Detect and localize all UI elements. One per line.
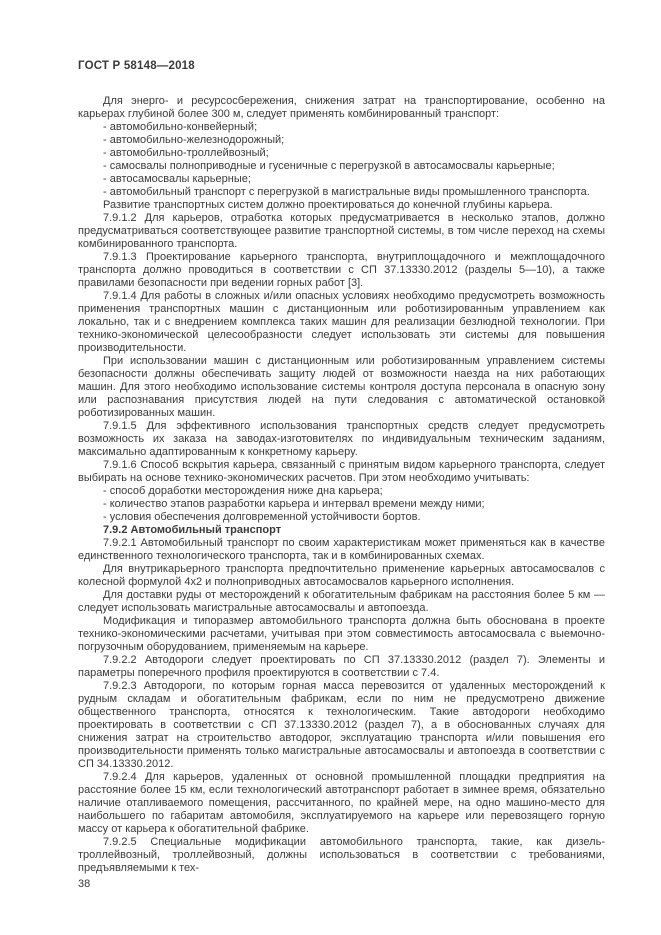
list-item: - количество этапов разработки карьера и интервал времени между ними; — [103, 498, 485, 510]
paragraph: 7.9.2.2 Автодороги следует проектировать по СП 37.13330.2012 (раздел 7). Элементы и параметры поперечного профиля проектируются в соответствии с 7.4. — [78, 654, 605, 679]
document-header-standard-number: ГОСТ Р 58148—2018 — [78, 60, 195, 72]
list-item: - автомобильно-железнодорожный; — [103, 134, 285, 146]
paragraph: Модификация и типоразмер автомобильного транспорта должна быть обоснована в проекте технико-экономическими расчетами, учитывая при этом совместимость автосамосвала с выемочно-погрузочным оборудованием, применяемым на карьере. — [78, 615, 605, 653]
list-item: - автосамосвалы карьерные; — [103, 173, 251, 185]
paragraph: 7.9.1.3 Проектирование карьерного транспорта, внутриплощадочного и межплощадочного транспорта должно проводиться в соответствии с СП 37.13330.2012 (разделы 5—10), а также правилами безопасности при ведении горных работ [3]. — [78, 251, 605, 289]
paragraph: 7.9.1.6 Способ вскрытия карьера, связанный с принятым видом карьерного транспорта, следует выбирать на основе технико-экономических расчетов. При этом необходимо учитывать: — [78, 459, 605, 484]
paragraph: 7.9.2.5 Специальные модификации автомобильного транспорта, такие, как дизель-троллейвозный, троллейвозный, должны использоваться в соответствии с требованиями, предъявляемыми к тех- — [78, 836, 605, 874]
list-item: - самосвалы полноприводные и гусеничные с перегрузкой в автосамосвалы карьерные; — [103, 160, 555, 172]
section-heading: 7.9.2 Автомобильный транспорт — [103, 524, 282, 536]
list-item: - автомобильно-конвейерный; — [103, 121, 258, 133]
document-content — [78, 95, 605, 875]
paragraph: Для внутрикарьерного транспорта предпочтительно применение карьерных автосамосвалов с колесной формулой 4х2 и полноприводных автосамосвалов карьерного исполнения. — [78, 563, 605, 588]
paragraph: 7.9.2.4 Для карьеров, удаленных от основной промышленной площадки предприятия на расстояние более 15 км, если технологический автотранспорт работает в зимнее время, обязательно наличие отапливаемого помещения, рассчитанного, по крайней мере, на одно машино-место для наибольшего по габаритам автомобиля, эксплуатируемого на карьере или перевозящего горную массу от карьера к обогатительной фабрике. — [78, 771, 605, 835]
page-number: 38 — [78, 878, 91, 890]
paragraph: Для энерго- и ресурсосбережения, снижения затрат на транспортирование, особенно на карьерах глубиной более 300 м, следует применять комбинированный транспорт: — [78, 95, 605, 120]
paragraph: Для доставки руды от месторождений к обогатительным фабрикам на расстояния более 5 км — следует использовать магистральные автосамосвалы и автопоезда. — [78, 589, 605, 614]
paragraph: При использовании машин с дистанционным или роботизированным управлением системы безопасности должны обеспечивать защиту людей от возможности наезда на них работающих машин. Для этого необходимо использование системы контроля доступа персонала в опасную зону или распознавания присутствия людей на пути следования с автоматической остановкой роботизированных машин. — [78, 355, 605, 419]
list-item: - автомобильный транспорт с перегрузкой в магистральные виды промышленного транспорта. — [103, 186, 590, 198]
paragraph: 7.9.2.1 Автомобильный транспорт по своим характеристикам может применяться как в качестве единственного технологического транспорта, так и в комбинированных схемах. — [78, 537, 605, 562]
list-item: - автомобильно-троллейвозный; — [103, 147, 269, 159]
list-item: - способ доработки месторождения ниже дна карьера; — [103, 485, 383, 497]
list-item: - условия обеспечения долговременной устойчивости бортов. — [103, 511, 421, 523]
paragraph: 7.9.1.2 Для карьеров, отработка которых предусматривается в несколько этапов, должно предусматриваться соответствующее развитие транспортной системы, в том числе переход на схемы комбинированного транспорта. — [78, 212, 605, 250]
paragraph: 7.9.2.3 Автодороги, по которым горная масса перевозится от удаленных месторождений к рудным складам и обогатительным фабрикам, если по ним не предусмотрено движение общественного транспорта, относятся к технологическим. Такие автодороги необходимо проектировать в соответствии с СП 37.13330.2012 (раздел 7), а в обоснованных случаях для снижения затрат на строительство автодорог, эксплуатацию транспорта и/или повышения его производительности применять только магистральные автосамосвалы и автопоезда в соответствии с СП 34.13330.2012. — [78, 680, 605, 770]
paragraph: 7.9.1.4 Для работы в сложных и/или опасных условиях необходимо предусмотреть возможность применения транспортных машин с дистанционным или роботизированным управлением как локально, так и с внедрением комплекса таких машин для реализации безлюдной технологии. При технико-экономической целесообразности следует использовать эти системы для повышения производительности. — [78, 290, 605, 354]
paragraph: Развитие транспортных систем должно проектироваться до конечной глубины карьера. — [103, 199, 553, 211]
paragraph: 7.9.1.5 Для эффективного использования транспортных средств следует предусмотреть возможность их заказа на заводах-изготовителях по индивидуальным техническим заданиям, максимально адаптированным к конкретному карьеру. — [78, 420, 605, 458]
